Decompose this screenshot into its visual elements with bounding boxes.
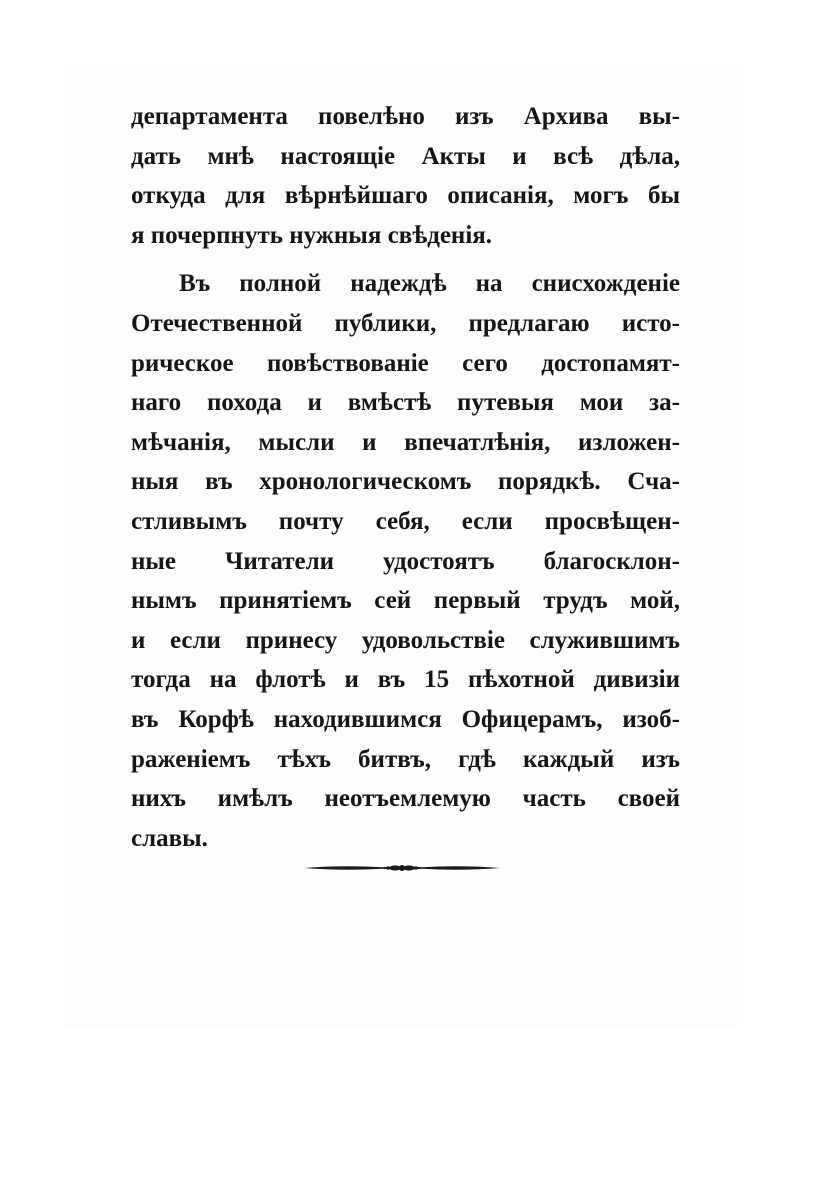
text-line: Отечественной публики, предлагаю исто-	[131, 309, 680, 337]
text-line: откуда для вѣрнѣйшаго описанія, могъ бы	[131, 182, 680, 210]
text-line: рическое повѣствованіе сего достопамят-	[131, 349, 680, 377]
text-line: наго похода и вмѣстѣ путевыя мои за-	[131, 389, 680, 417]
text-line: я почерпнуть нужныя свѣденія.	[131, 221, 493, 249]
text-line: департамента повелѣно изъ Архива вы-	[131, 103, 680, 130]
text-line: раженіемъ тѣхъ битвъ, гдѣ каждый изъ	[131, 745, 680, 773]
paragraph-1	[131, 97, 680, 255]
text-line: славы.	[131, 824, 208, 852]
text-line: и если принесу удовольствіе служившимъ	[131, 626, 680, 654]
body-text	[131, 97, 680, 858]
text-line: нымъ принятіемъ сей первый трудъ мой,	[131, 587, 680, 615]
text-line: тогда на флотѣ и въ 15 пѣхотной дивизіи	[131, 666, 680, 694]
text-line: ныя въ хронологическомъ порядкѣ. Сча-	[131, 468, 680, 496]
paragraph-gap	[131, 255, 680, 264]
text-line: въ Корфѣ находившимся Офицерамъ, изоб-	[131, 705, 680, 733]
text-line: нихъ имѣлъ неотъемлемую часть своей	[131, 785, 680, 813]
text-line: мѣчанія, мысли и впечатлѣнія, изложен-	[131, 428, 680, 456]
text-line: ные Читатели удостоятъ благосклон-	[131, 547, 680, 575]
text-line: стливымъ почту себя, если просвѣщен-	[131, 507, 680, 535]
text-line: Въ полной надеждѣ на снисхожденіе	[179, 270, 680, 298]
ornament-divider-icon	[302, 858, 502, 878]
paragraph-2	[131, 264, 680, 858]
text-line: дать мнѣ настоящіе Акты и всѣ дѣла,	[131, 142, 680, 170]
